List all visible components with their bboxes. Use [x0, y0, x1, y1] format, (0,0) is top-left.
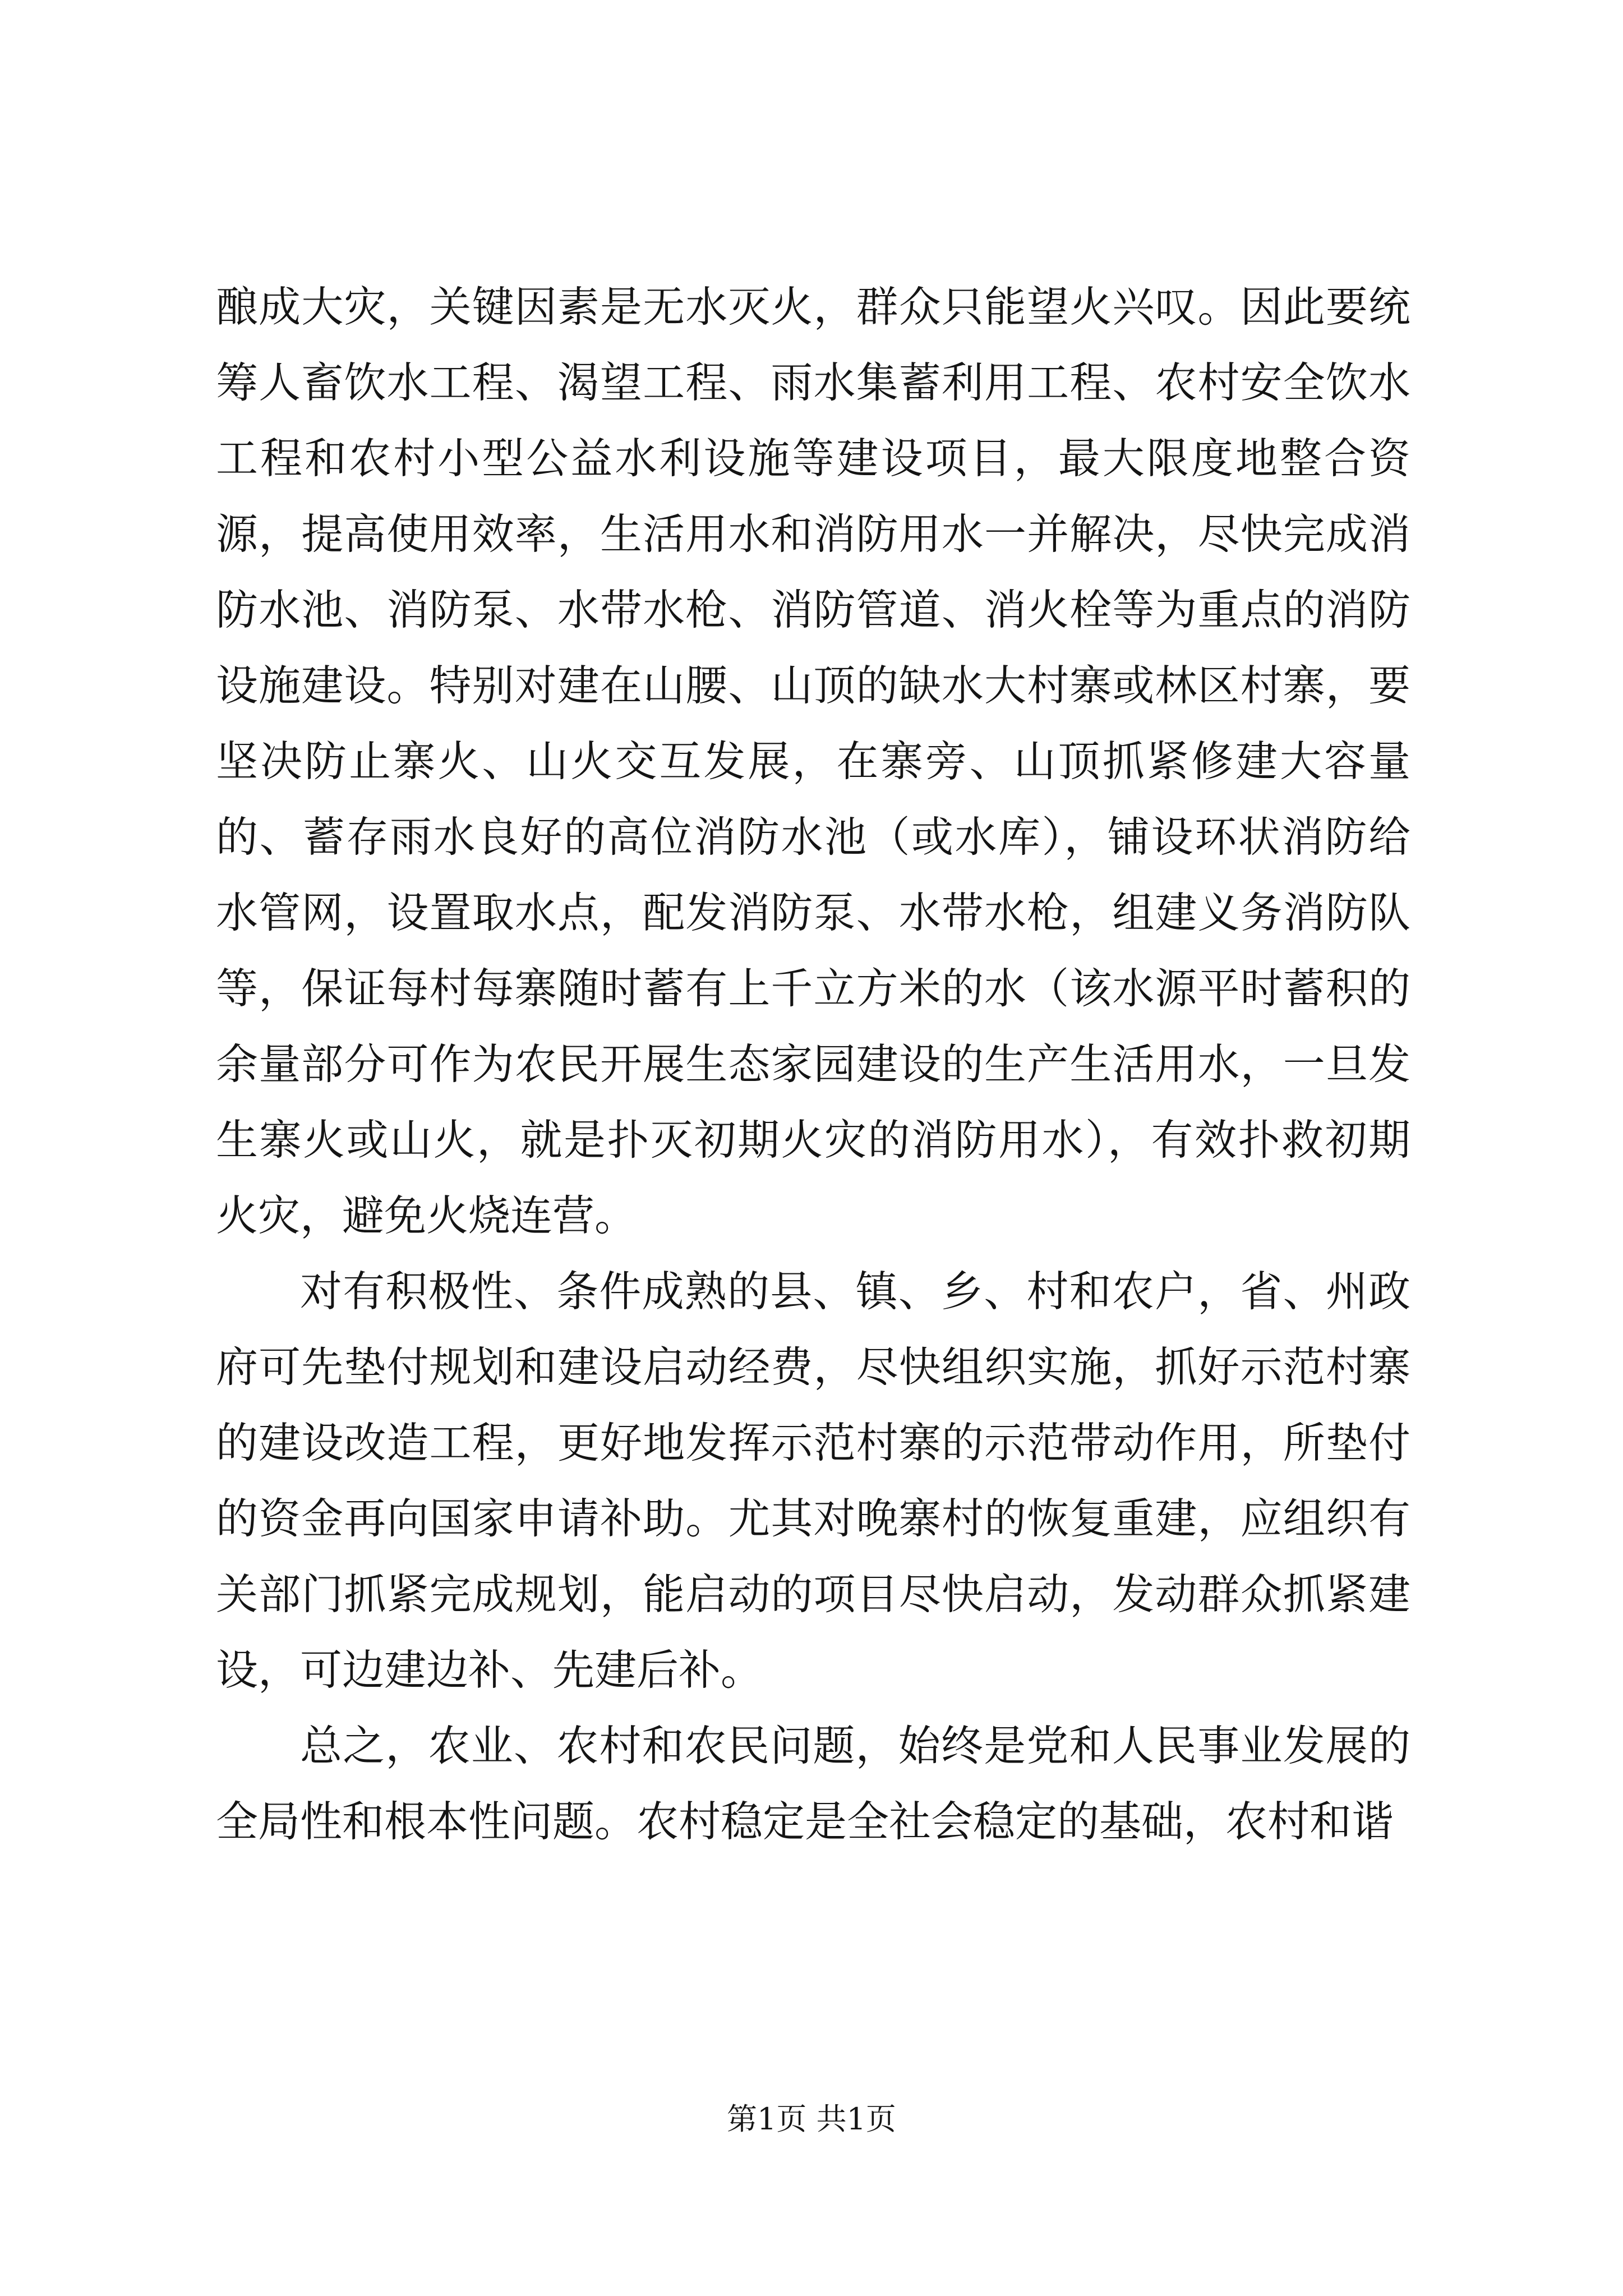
paragraph-2: 对有积极性、条件成熟的县、镇、乡、村和农户，省、州政府可先垫付规划和建设启动经费，尽快组织实施，抓好示范村寨的建设改造工程，更好地发挥示范村寨的示范带动作用，所垫付的资金再向国家申请补助。尤其对晚寨村的恢复重建，应组织有关部门抓紧完成规划，能启动的项目尽快启动，发动群众抓紧建设，可边建边补、先建后补。: [216, 1267, 1410, 1695]
page-footer: 第1页 共1页: [727, 2101, 896, 2137]
document-body: [216, 269, 1410, 1860]
paragraph-3: 总之，农业、农村和农民问题，始终是党和人民事业发展的全局性和根本性问题。农村稳定是全社会稳定的基础，农村和谐: [216, 1721, 1410, 1846]
paragraph-1: 酿成大灾，关键因素是无水灭火，群众只能望火兴叹。因此要统筹人畜饮水工程、渴望工程、雨水集蓄利用工程、农村安全饮水工程和农村小型公益水利设施等建设项目，最大限度地整合资源，提高使用效率，生活用水和消防用水一并解决，尽快完成消防水池、消防泵、水带水枪、消防管道、消火栓等为重点的消防设施建设。特别对建在山腰、山顶的缺水大村寨或林区村寨，要坚决防止寨火、山火交互发展，在寨旁、山顶抓紧修建大容量的、蓄存雨水良好的高位消防水池（或水库），铺设环状消防给水管网，设置取水点，配发消防泵、水带水枪，组建义务消防队等，保证每村每寨随时蓄有上千立方米的水（该水源平时蓄积的余量部分可作为农民开展生态家园建设的生产生活用水，一旦发生寨火或山火，就是扑灭初期火灾的消防用水），有效扑救初期火灾，避免火烧连营。: [216, 282, 1410, 1240]
